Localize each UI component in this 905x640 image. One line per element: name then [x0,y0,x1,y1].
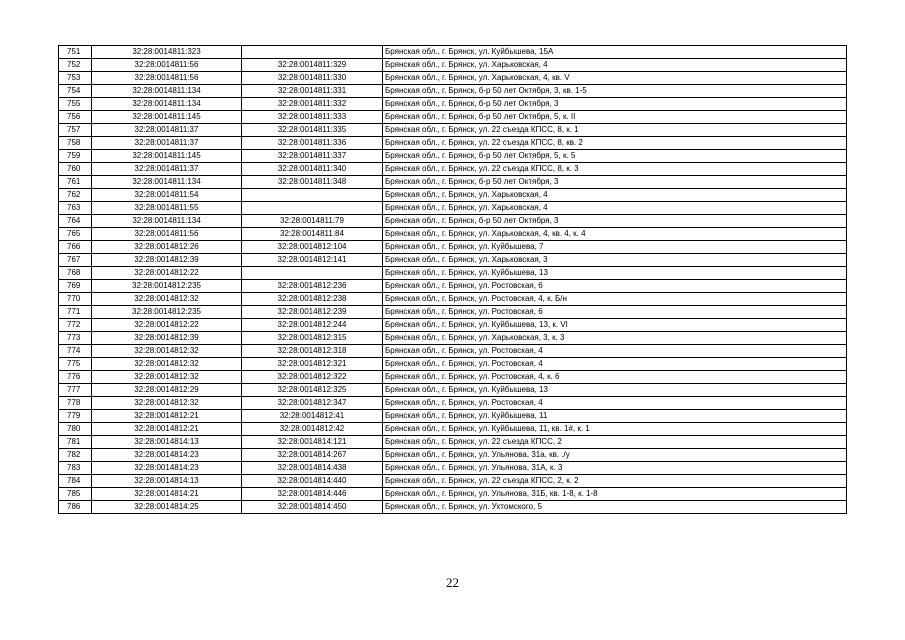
row-number-cell: 768 [59,267,92,280]
address-cell: Брянская обл., г. Брянск, ул. Куйбышева, 13, к. VI [383,319,847,332]
parcel-number-cell: 32:28:0014811:54 [92,189,242,202]
address-cell: Брянская обл., г. Брянск, ул. Харьковская, 4 [383,189,847,202]
parcel-number-cell: 32:28:0014812:32 [92,293,242,306]
table-row [59,488,847,501]
object-number-cell: 32:28:0014811:335 [242,124,383,137]
table-row [59,228,847,241]
address-cell: Брянская обл., г. Брянск, б-р 50 лет Октября, 3, кв. 1-5 [383,85,847,98]
object-number-cell [242,202,383,215]
parcel-number-cell: 32:28:0014812:22 [92,319,242,332]
object-number-cell: 32:28:0014811:332 [242,98,383,111]
address-cell: Брянская обл., г. Брянск, ул. Ростовская, 6 [383,280,847,293]
registry-table [58,45,847,514]
object-number-cell: 32:28:0014811:340 [242,163,383,176]
row-number-cell: 774 [59,345,92,358]
table-row [59,111,847,124]
parcel-number-cell: 32:28:0014812:235 [92,280,242,293]
object-number-cell: 32:28:0014812:236 [242,280,383,293]
table-row [59,59,847,72]
table-row [59,202,847,215]
object-number-cell: 32:28:0014814:267 [242,449,383,462]
parcel-number-cell: 32:28:0014811:37 [92,124,242,137]
address-cell: Брянская обл., г. Брянск, ул. Куйбышева, 7 [383,241,847,254]
address-cell: Брянская обл., г. Брянск, ул. Куйбышева, 11 [383,410,847,423]
address-cell: Брянская обл., г. Брянск, ул. Ухтомского, 5 [383,501,847,514]
row-number-cell: 767 [59,254,92,267]
table-row [59,384,847,397]
address-cell: Брянская обл., г. Брянск, ул. 22 съезда КПСС, 2, к. 2 [383,475,847,488]
table-row [59,319,847,332]
address-cell: Брянская обл., г. Брянск, ул. Ульянова, 31А, к. 3 [383,462,847,475]
object-number-cell: 32:28:0014811:331 [242,85,383,98]
object-number-cell: 32:28:0014811:348 [242,176,383,189]
object-number-cell: 32:28:0014812:321 [242,358,383,371]
object-number-cell: 32:28:0014811:337 [242,150,383,163]
address-cell: Брянская обл., г. Брянск, ул. Ульянова, 31а, кв. ./у [383,449,847,462]
row-number-cell: 766 [59,241,92,254]
parcel-number-cell: 32:28:0014811:134 [92,215,242,228]
row-number-cell: 756 [59,111,92,124]
address-cell: Брянская обл., г. Брянск, ул. Харьковская, 3, к. 3 [383,332,847,345]
object-number-cell: 32:28:0014812:41 [242,410,383,423]
row-number-cell: 776 [59,371,92,384]
object-number-cell: 32:28:0014814:121 [242,436,383,449]
address-cell: Брянская обл., г. Брянск, ул. Куйбышева, 13 [383,267,847,280]
object-number-cell: 32:28:0014812:141 [242,254,383,267]
table-row [59,475,847,488]
parcel-number-cell: 32:28:0014811:145 [92,150,242,163]
parcel-number-cell: 32:28:0014811:37 [92,137,242,150]
parcel-number-cell: 32:28:0014814:25 [92,501,242,514]
address-cell: Брянская обл., г. Брянск, б-р 50 лет Октября, 3 [383,176,847,189]
row-number-cell: 779 [59,410,92,423]
object-number-cell: 32:28:0014811:79 [242,215,383,228]
address-cell: Брянская обл., г. Брянск, ул. 22 съезда КПСС, 8, к. 1 [383,124,847,137]
parcel-number-cell: 32:28:0014812:26 [92,241,242,254]
object-number-cell: 32:28:0014811:333 [242,111,383,124]
parcel-number-cell: 32:28:0014812:39 [92,254,242,267]
registry-table-body [59,46,847,514]
table-row [59,163,847,176]
row-number-cell: 759 [59,150,92,163]
parcel-number-cell: 32:28:0014812:32 [92,371,242,384]
parcel-number-cell: 32:28:0014814:21 [92,488,242,501]
row-number-cell: 786 [59,501,92,514]
object-number-cell: 32:28:0014812:325 [242,384,383,397]
parcel-number-cell: 32:28:0014812:32 [92,358,242,371]
object-number-cell [242,267,383,280]
table-row [59,215,847,228]
parcel-number-cell: 32:28:0014812:21 [92,410,242,423]
row-number-cell: 778 [59,397,92,410]
address-cell: Брянская обл., г. Брянск, б-р 50 лет Октября, 5, к. II [383,111,847,124]
row-number-cell: 783 [59,462,92,475]
table-row [59,306,847,319]
address-cell: Брянская обл., г. Брянск, ул. Харьковская, 4 [383,202,847,215]
parcel-number-cell: 32:28:0014811:55 [92,202,242,215]
object-number-cell: 32:28:0014812:318 [242,345,383,358]
parcel-number-cell: 32:28:0014812:22 [92,267,242,280]
object-number-cell: 32:28:0014811:329 [242,59,383,72]
object-number-cell: 32:28:0014814:440 [242,475,383,488]
row-number-cell: 753 [59,72,92,85]
object-number-cell: 32:28:0014811:84 [242,228,383,241]
table-row [59,436,847,449]
object-number-cell: 32:28:0014812:315 [242,332,383,345]
table-row [59,267,847,280]
row-number-cell: 765 [59,228,92,241]
address-cell: Брянская обл., г. Брянск, ул. 22 съезда КПСС, 2 [383,436,847,449]
address-cell: Брянская обл., г. Брянск, б-р 50 лет Октября, 3 [383,98,847,111]
address-cell: Брянская обл., г. Брянск, ул. Ульянова, 31Б, кв. 1-8, к. 1-8 [383,488,847,501]
parcel-number-cell: 32:28:0014811:56 [92,59,242,72]
row-number-cell: 770 [59,293,92,306]
row-number-cell: 763 [59,202,92,215]
parcel-number-cell: 32:28:0014812:32 [92,345,242,358]
address-cell: Брянская обл., г. Брянск, б-р 50 лет Октября, 3 [383,215,847,228]
object-number-cell: 32:28:0014812:244 [242,319,383,332]
parcel-number-cell: 32:28:0014812:235 [92,306,242,319]
parcel-number-cell: 32:28:0014812:21 [92,423,242,436]
object-number-cell [242,189,383,202]
table-row [59,72,847,85]
parcel-number-cell: 32:28:0014814:13 [92,475,242,488]
table-row [59,241,847,254]
row-number-cell: 752 [59,59,92,72]
object-number-cell: 32:28:0014812:238 [242,293,383,306]
table-row [59,345,847,358]
row-number-cell: 754 [59,85,92,98]
table-row [59,176,847,189]
address-cell: Брянская обл., г. Брянск, ул. Харьковская, 4, кв. 4, к. 4 [383,228,847,241]
address-cell: Брянская обл., г. Брянск, ул. Ростовская, 4, к. 6 [383,371,847,384]
row-number-cell: 762 [59,189,92,202]
page-number: 22 [446,575,459,590]
address-cell: Брянская обл., г. Брянск, ул. Ростовская, 4 [383,397,847,410]
row-number-cell: 780 [59,423,92,436]
address-cell: Брянская обл., г. Брянск, б-р 50 лет Октября, 5, к. 5 [383,150,847,163]
object-number-cell: 32:28:0014811:336 [242,137,383,150]
row-number-cell: 772 [59,319,92,332]
object-number-cell [242,46,383,59]
object-number-cell: 32:28:0014812:347 [242,397,383,410]
address-cell: Брянская обл., г. Брянск, ул. Куйбышева, 13 [383,384,847,397]
parcel-number-cell: 32:28:0014814:23 [92,449,242,462]
parcel-number-cell: 32:28:0014811:56 [92,228,242,241]
object-number-cell: 32:28:0014814:446 [242,488,383,501]
table-row [59,397,847,410]
row-number-cell: 758 [59,137,92,150]
row-number-cell: 781 [59,436,92,449]
table-row [59,371,847,384]
row-number-cell: 761 [59,176,92,189]
row-number-cell: 755 [59,98,92,111]
parcel-number-cell: 32:28:0014812:32 [92,397,242,410]
table-row [59,98,847,111]
table-row [59,501,847,514]
address-cell: Брянская обл., г. Брянск, ул. Харьковская, 3 [383,254,847,267]
address-cell: Брянская обл., г. Брянск, ул. Куйбышева, 11, кв. 1#, к. 1 [383,423,847,436]
table-row [59,332,847,345]
address-cell: Брянская обл., г. Брянск, ул. Ростовская, 6 [383,306,847,319]
table-row [59,189,847,202]
address-cell: Брянская обл., г. Брянск, ул. Харьковская, 4 [383,59,847,72]
table-row [59,280,847,293]
table-row [59,46,847,59]
address-cell: Брянская обл., г. Брянск, ул. Харьковская, 4, кв. V [383,72,847,85]
object-number-cell: 32:28:0014812:42 [242,423,383,436]
row-number-cell: 782 [59,449,92,462]
table-row [59,85,847,98]
row-number-cell: 760 [59,163,92,176]
parcel-number-cell: 32:28:0014811:56 [92,72,242,85]
parcel-number-cell: 32:28:0014812:29 [92,384,242,397]
object-number-cell: 32:28:0014814:438 [242,462,383,475]
row-number-cell: 777 [59,384,92,397]
parcel-number-cell: 32:28:0014811:134 [92,176,242,189]
parcel-number-cell: 32:28:0014811:145 [92,111,242,124]
address-cell: Брянская обл., г. Брянск, ул. 22 съезда КПСС, 8, к. 3 [383,163,847,176]
row-number-cell: 769 [59,280,92,293]
table-row [59,150,847,163]
row-number-cell: 784 [59,475,92,488]
table-row [59,293,847,306]
address-cell: Брянская обл., г. Брянск, ул. Ростовская, 4 [383,358,847,371]
address-cell: Брянская обл., г. Брянск, ул. Ростовская, 4, к. Б/н [383,293,847,306]
row-number-cell: 771 [59,306,92,319]
row-number-cell: 757 [59,124,92,137]
object-number-cell: 32:28:0014812:239 [242,306,383,319]
address-cell: Брянская обл., г. Брянск, ул. Куйбышева, 15А [383,46,847,59]
object-number-cell: 32:28:0014814:450 [242,501,383,514]
parcel-number-cell: 32:28:0014812:39 [92,332,242,345]
parcel-number-cell: 32:28:0014811:323 [92,46,242,59]
address-cell: Брянская обл., г. Брянск, ул. Ростовская, 4 [383,345,847,358]
table-row [59,358,847,371]
table-row [59,124,847,137]
table-row [59,137,847,150]
object-number-cell: 32:28:0014812:322 [242,371,383,384]
row-number-cell: 785 [59,488,92,501]
parcel-number-cell: 32:28:0014814:13 [92,436,242,449]
table-row [59,462,847,475]
row-number-cell: 775 [59,358,92,371]
row-number-cell: 764 [59,215,92,228]
object-number-cell: 32:28:0014812:104 [242,241,383,254]
parcel-number-cell: 32:28:0014814:23 [92,462,242,475]
table-row [59,410,847,423]
address-cell: Брянская обл., г. Брянск, ул. 22 съезда КПСС, 8, кв. 2 [383,137,847,150]
object-number-cell: 32:28:0014811:330 [242,72,383,85]
table-row [59,449,847,462]
row-number-cell: 773 [59,332,92,345]
parcel-number-cell: 32:28:0014811:134 [92,98,242,111]
row-number-cell: 751 [59,46,92,59]
parcel-number-cell: 32:28:0014811:134 [92,85,242,98]
table-row [59,254,847,267]
table-row [59,423,847,436]
parcel-number-cell: 32:28:0014811:37 [92,163,242,176]
